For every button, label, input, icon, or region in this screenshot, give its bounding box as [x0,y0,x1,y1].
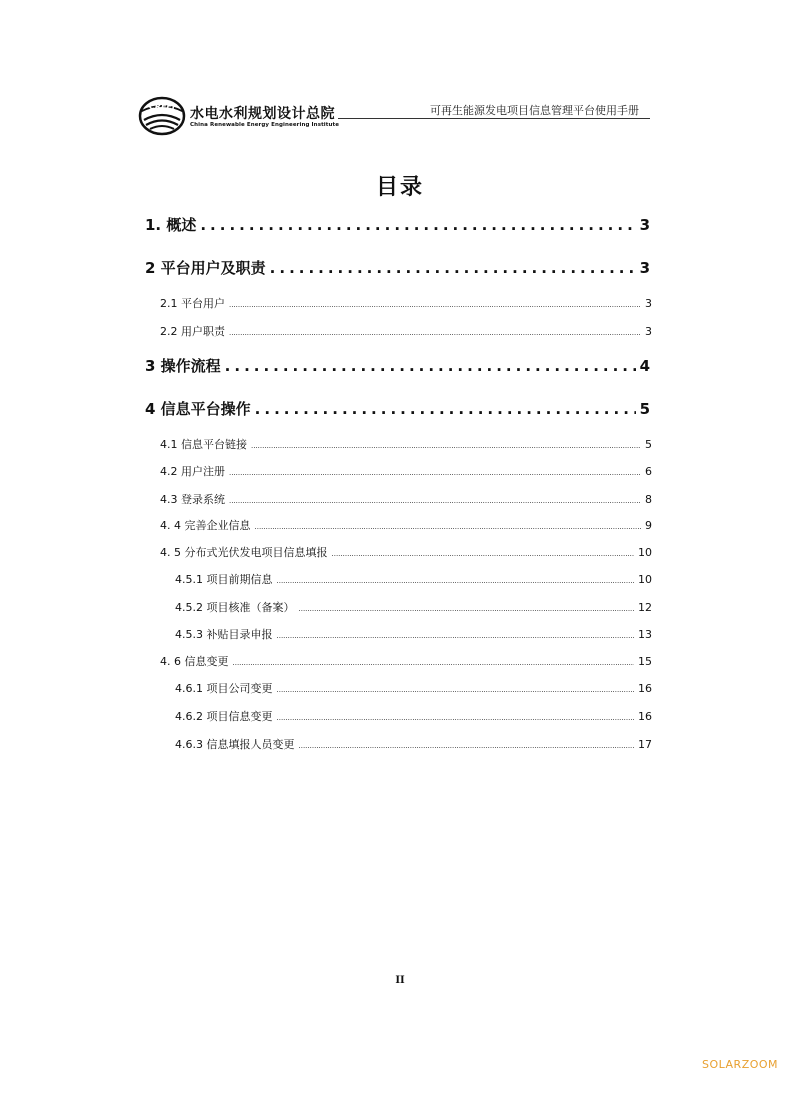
toc-entry-title: 4. 6 信息变更 [160,655,229,668]
page-number: II [395,975,405,986]
toc-leader-dots [229,329,641,337]
toc-entry-page: 16 [638,710,652,723]
toc-entry-page: 4 [639,357,650,375]
toc-entry-page: 8 [645,493,652,506]
watermark: SOLARZOOM [702,1058,779,1071]
toc-entry-page: 12 [638,601,652,614]
toc-entry-page: 9 [645,519,652,532]
toc-leader-dots [255,523,642,531]
toc-entry-platform-users[interactable] [145,257,650,279]
toc-leader-dots [332,550,635,558]
org-name-en: China Renewable Energy Engineering Institute [190,122,340,128]
toc-leader-dots [277,577,635,585]
toc-title: 目录 [375,175,424,200]
toc-entry-2-1[interactable] [160,295,652,311]
toc-entry-title: 4.2 用户注册 [160,465,225,478]
toc-leader-dots [277,714,635,722]
toc-entry-page: 17 [638,738,652,751]
toc-entry-4-1[interactable] [160,436,652,452]
toc-entry-4-5-2[interactable] [175,599,652,615]
toc-entry-page: 6 [645,465,652,478]
toc-entry-4-5[interactable] [160,544,652,560]
toc-entry-4-5-1[interactable] [175,571,652,587]
toc-entry-title: 4.6.3 信息填报人员变更 [175,738,295,751]
toc-leader-dots [277,632,635,640]
toc-entry-4-3[interactable] [160,491,652,507]
toc-entry-page: 3 [645,297,652,310]
toc-entry-platform-operation[interactable] [145,398,650,420]
logo-text: CREEI [149,102,175,111]
toc-leader-dots [200,216,635,234]
toc-entry-title: 2.1 平台用户 [160,297,225,310]
toc-entry-title: 4.3 登录系统 [160,493,225,506]
manual-title: 可再生能源发电项目信息管理平台使用手册 [430,104,639,117]
toc-leader-dots [225,357,636,375]
toc-entry-operation-flow[interactable] [145,355,650,377]
toc-leader-dots [277,686,635,694]
toc-entry-page: 3 [639,216,650,234]
toc-entry-title: 4.5.2 项目核准（备案） [175,601,295,614]
toc-entry-2-2[interactable] [160,323,652,339]
toc-entry-title: 4.1 信息平台链接 [160,438,247,451]
toc-leader-dots [299,742,635,750]
toc-entry-4-5-3[interactable] [175,626,652,642]
toc-entry-4-6[interactable] [160,653,652,669]
toc-leader-dots [229,301,641,309]
toc-entry-title: 2.2 用户职责 [160,325,225,338]
toc-entry-title: 4 信息平台操作 [145,400,251,418]
toc-leader-dots [233,659,635,667]
toc-entry-overview[interactable] [145,214,650,236]
toc-entry-page: 3 [645,325,652,338]
toc-entry-title: 2 平台用户及职责 [145,259,266,277]
toc-entry-page: 13 [638,628,652,641]
toc-entry-title: 4. 4 完善企业信息 [160,519,251,532]
toc-leader-dots [229,469,641,477]
toc-entry-4-6-1[interactable] [175,680,652,696]
toc-entry-title: 3 操作流程 [145,357,221,375]
toc-leader-dots [270,259,636,277]
toc-leader-dots [255,400,636,418]
toc-entry-title: 4.5.3 补贴目录申报 [175,628,273,641]
toc-entry-title: 4.6.1 项目公司变更 [175,682,273,695]
toc-entry-page: 5 [645,438,652,451]
org-name-cn: 水电水利规划设计总院 [190,106,335,122]
toc-entry-title: 4. 5 分布式光伏发电项目信息填报 [160,546,328,559]
toc-entry-4-6-2[interactable] [175,708,652,724]
toc-leader-dots [299,605,635,613]
toc-leader-dots [229,497,641,505]
toc-entry-page: 15 [638,655,652,668]
toc-entry-title: 4.6.2 项目信息变更 [175,710,273,723]
toc-entry-title: 4.5.1 项目前期信息 [175,573,273,586]
toc-entry-page: 10 [638,573,652,586]
toc-entry-page: 5 [639,400,650,418]
toc-entry-page: 3 [639,259,650,277]
toc-entry-4-6-3[interactable] [175,736,652,752]
toc-entry-title: 1. 概述 [145,216,197,234]
toc-leader-dots [251,442,641,450]
toc-entry-4-4[interactable] [160,517,652,533]
toc-entry-page: 16 [638,682,652,695]
toc-entry-4-2[interactable] [160,463,652,479]
toc-entry-page: 10 [638,546,652,559]
